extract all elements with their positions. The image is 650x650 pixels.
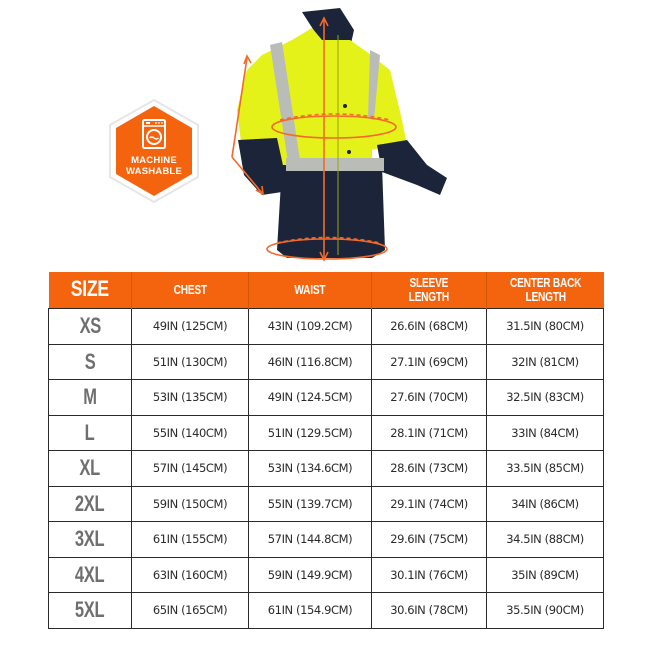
size-cell: 2XL: [49, 486, 132, 522]
chest-cell: 57IN (145CM): [132, 451, 249, 487]
center-back-cell: 34.5IN (88CM): [487, 522, 604, 558]
table-header-row: [49, 272, 604, 309]
chest-cell: 63IN (160CM): [132, 557, 249, 593]
center-back-cell: 35.5IN (90CM): [487, 593, 604, 629]
hexagon-badge-icon: [106, 98, 202, 204]
badge-label-line1: MACHINE: [131, 155, 177, 166]
header-sleeve-length: SLEEVE LENGTH: [372, 272, 487, 309]
waist-cell: 59IN (149.9CM): [249, 557, 372, 593]
chest-cell: 55IN (140CM): [132, 415, 249, 451]
waist-cell: 57IN (144.8CM): [249, 522, 372, 558]
sleeve-cell: 30.1IN (76CM): [372, 557, 487, 593]
size-chart-table: [48, 272, 604, 629]
sleeve-cell: 27.1IN (69CM): [372, 344, 487, 380]
machine-washable-badge: [106, 98, 202, 204]
waist-cell: 61IN (154.9CM): [249, 593, 372, 629]
sleeve-cell: 26.6IN (68CM): [372, 309, 487, 345]
size-cell: L: [49, 415, 132, 451]
table-row: [49, 309, 604, 345]
size-cell: 5XL: [49, 593, 132, 629]
center-back-cell: 33IN (84CM): [487, 415, 604, 451]
waist-cell: 49IN (124.5CM): [249, 380, 372, 416]
center-back-cell: 35IN (89CM): [487, 557, 604, 593]
sleeve-cell: 30.6IN (78CM): [372, 593, 487, 629]
chest-cell: 49IN (125CM): [132, 309, 249, 345]
chest-cell: 51IN (130CM): [132, 344, 249, 380]
waist-cell: 53IN (134.6CM): [249, 451, 372, 487]
table-row: [49, 522, 604, 558]
header-waist: WAIST: [249, 272, 372, 309]
table-row: [49, 415, 604, 451]
sleeve-cell: 29.1IN (74CM): [372, 486, 487, 522]
size-cell: XL: [49, 451, 132, 487]
waist-cell: 43IN (109.2CM): [249, 309, 372, 345]
table-row: [49, 593, 604, 629]
size-cell: XS: [49, 309, 132, 345]
product-hero: [0, 0, 650, 268]
waist-cell: 46IN (116.8CM): [249, 344, 372, 380]
jacket-image: [222, 0, 452, 265]
badge-label-line2: WASHABLE: [126, 166, 182, 177]
header-size: SIZE: [49, 272, 132, 309]
sleeve-cell: 27.6IN (70CM): [372, 380, 487, 416]
sleeve-cell: 28.6IN (73CM): [372, 451, 487, 487]
sleeve-cell: 28.1IN (71CM): [372, 415, 487, 451]
jacket-navy-body: [277, 165, 385, 258]
center-back-cell: 34IN (86CM): [487, 486, 604, 522]
chest-cell: 53IN (135CM): [132, 380, 249, 416]
size-cell: 3XL: [49, 522, 132, 558]
table-row: [49, 344, 604, 380]
size-cell: 4XL: [49, 557, 132, 593]
table-row: [49, 451, 604, 487]
chest-cell: 59IN (150CM): [132, 486, 249, 522]
waist-cell: 55IN (139.7CM): [249, 486, 372, 522]
size-cell: M: [49, 380, 132, 416]
size-cell: S: [49, 344, 132, 380]
table-row: [49, 380, 604, 416]
table-row: [49, 557, 604, 593]
waist-cell: 51IN (129.5CM): [249, 415, 372, 451]
center-back-cell: 32IN (81CM): [487, 344, 604, 380]
center-back-cell: 33.5IN (85CM): [487, 451, 604, 487]
table-row: [49, 486, 604, 522]
chest-cell: 61IN (155CM): [132, 522, 249, 558]
center-back-cell: 32.5IN (83CM): [487, 380, 604, 416]
header-center-back-length: CENTER BACK LENGTH: [487, 272, 604, 309]
center-back-cell: 31.5IN (80CM): [487, 309, 604, 345]
sleeve-cell: 29.6IN (75CM): [372, 522, 487, 558]
header-chest: CHEST: [132, 272, 249, 309]
chest-cell: 65IN (165CM): [132, 593, 249, 629]
